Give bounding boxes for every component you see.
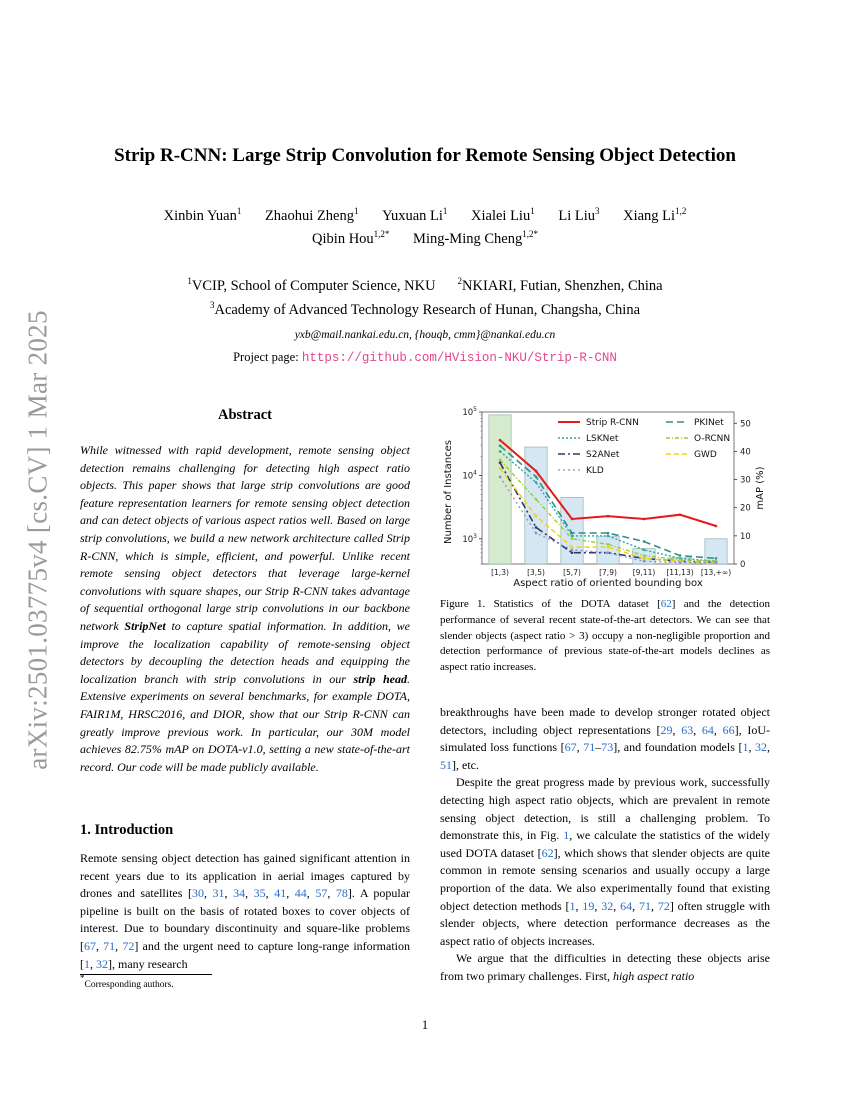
- arxiv-id: arXiv:2501.03775v4 [cs.CV] 1 Mar 2025: [22, 310, 53, 770]
- author-name: Ming-Ming Cheng$^{1,2*}$: [413, 229, 538, 247]
- citation-link[interactable]: 51: [440, 757, 452, 772]
- citation-link[interactable]: 57: [315, 886, 328, 901]
- series-point: [535, 498, 538, 501]
- citation-link[interactable]: 34: [233, 886, 246, 901]
- project-link[interactable]: https://github.com/HVision-NKU/Strip-R-CNN: [301, 351, 617, 365]
- citation-link[interactable]: 72: [122, 938, 135, 953]
- series-point: [535, 532, 538, 535]
- series-point: [643, 540, 646, 543]
- x-tick-label: [1,3): [491, 568, 509, 577]
- series-point: [715, 561, 718, 564]
- series-point: [571, 518, 574, 521]
- y-left-tick-label: $10^3$: [462, 532, 477, 545]
- x-tick-label: [7,9): [599, 568, 617, 577]
- series-point: [607, 546, 610, 549]
- series-point: [535, 481, 538, 484]
- series-point: [535, 470, 538, 473]
- figure-reference-link[interactable]: 1: [563, 828, 570, 843]
- legend-label: PKINet: [694, 418, 724, 428]
- abstract-heading: Abstract: [218, 407, 272, 423]
- citation-link[interactable]: 41: [274, 886, 287, 901]
- citation-link[interactable]: 67: [84, 938, 96, 953]
- series-point: [679, 513, 682, 516]
- series-point: [571, 549, 574, 552]
- paragraph: We argue that the difficulties in detecting these objects arise from two primary challenges. First, high aspect ratio: [440, 951, 770, 983]
- citation-link[interactable]: 71: [103, 938, 116, 953]
- figure-1-caption: Figure 1. Statistics of the DOTA dataset [62] and the detection performance of several recent state-of-the-art detectors. We can see that slender objects (aspect ratio > 3) occupy a non-negligible proportion and detection performance of previous state-of-the-art models declines as aspect ratio increases.: [440, 598, 770, 674]
- series-point: [571, 535, 574, 538]
- citation-link[interactable]: 1: [84, 956, 90, 971]
- series-point: [715, 557, 718, 560]
- y-left-axis-label: Number of Instances: [443, 440, 454, 544]
- citation-link[interactable]: 71: [638, 898, 651, 913]
- y-right-axis-label: mAP (%): [755, 466, 766, 510]
- citation-link[interactable]: 78: [335, 886, 348, 901]
- author-name: Xinbin Yuan$^1$: [163, 206, 242, 224]
- x-tick-label: [9,11): [632, 568, 656, 577]
- series-point: [607, 551, 610, 554]
- x-tick-label: [11,13): [666, 568, 694, 577]
- y-left-tick-label: $10^5$: [462, 406, 477, 418]
- paper-title: Strip R-CNN: Large Strip Convolution for Remote Sensing Object Detection: [114, 145, 736, 166]
- chart-legend: [558, 418, 730, 476]
- citation-link[interactable]: 35: [253, 886, 266, 901]
- citation-link[interactable]: 63: [681, 722, 694, 737]
- citation-link[interactable]: 31: [212, 886, 225, 901]
- legend-label: O-RCNN: [694, 434, 731, 444]
- series-point: [499, 475, 502, 478]
- paragraph: breakthroughs have been made to develop stronger rotated object detectors, including object representations [29, 63, 64, 66], IoU-simulated loss functions [67, 71–73], and foundation models [1, 32, 51], etc.: [440, 705, 770, 772]
- citation-link[interactable]: 62: [660, 598, 672, 610]
- citation-link[interactable]: 66: [722, 722, 735, 737]
- series-point: [643, 549, 646, 552]
- y-right-tick-label: 30: [740, 475, 751, 486]
- citation-link[interactable]: 71: [583, 740, 596, 755]
- citation-link[interactable]: 29: [660, 722, 673, 737]
- x-axis-label: Aspect ratio of oriented bounding box: [513, 578, 703, 589]
- author-line-1: [0, 208, 850, 225]
- bar: [489, 415, 511, 564]
- series-point: [535, 526, 538, 529]
- citation-link[interactable]: 32: [755, 740, 767, 755]
- citation-link[interactable]: 30: [191, 886, 204, 901]
- y-left-tick-label: $10^4$: [462, 469, 477, 482]
- series-point: [643, 560, 646, 563]
- author-name: Xiang Li$^{1,2}$: [623, 206, 687, 224]
- series-point: [571, 546, 574, 549]
- series-point: [499, 459, 502, 462]
- series-point: [499, 439, 502, 442]
- series-point: [535, 515, 538, 518]
- series-point: [499, 450, 502, 453]
- citation-link[interactable]: 64: [620, 898, 633, 913]
- series-point: [607, 532, 610, 535]
- author-emails: yxb@mail.nankai.edu.cn, {houqb, cmm}@nankai.edu.cn: [294, 329, 556, 341]
- affiliation-line-1: $^1$VCIP, School of Computer Science, NKU $^2$NKIARI, Futian, Shenzhen, China: [187, 276, 663, 294]
- introduction-body: Remote sensing object detection has gained significant attention in recent years due to its application in aerial images captured by drones and satellites [30, 31, 34, 35, 41, 44, 57, 78]. A popular pipeline is built on the basis of rotated boxes to cover objects of interest. Due to boundary discontinuity and square-like problems [67, 71, 72] and the urgent need to capture long-range information [1, 32], many research: [80, 851, 411, 971]
- author-name: Qibin Hou$^{1,2*}$: [312, 229, 390, 247]
- x-tick-label: [3,5): [527, 568, 545, 577]
- series-point: [643, 557, 646, 560]
- series-point: [679, 561, 682, 564]
- citation-link[interactable]: 32: [601, 898, 614, 913]
- series-point: [571, 537, 574, 540]
- series-point: [679, 554, 682, 557]
- legend-label: Strip R-CNN: [586, 418, 639, 428]
- citation-link[interactable]: 19: [582, 898, 595, 913]
- series-point: [499, 444, 502, 447]
- series-point: [499, 461, 502, 464]
- series-point: [643, 554, 646, 557]
- author-name: Yuxuan Li$^1$: [382, 206, 448, 224]
- abstract-body: While witnessed with rapid development, remote sensing object detection remains challenging for detecting high aspect ratio objects. This paper shows that large strip convolutions are good feature representation learners for remote sensing object detection and can detect objects of various aspect ratios well. Based on large strip convolutions, we build a new network architecture called Strip R-CNN, which is simple, efficient, and powerful. Unlike recent remote sensing object detectors that leverage large-kernel convolutions with square shapes, our Strip R-CNN takes advantage of sequential orthogonal large strip convolutions in our backbone network StripNet to capture spatial information. In addition, we improve the localization capability of remote-sensing object detectors by decoupling the detection heads and equipping the localization branch with strip convolutions in our strip head. Extensive experiments on several benchmarks, for example DOTA, FAIR1M, HRSC2016, and DIOR, show that our Strip R-CNN can greatly improve previous work. In particular, our 30M model achieves 82.75% mAP on DOTA-v1.0, setting a new state-of-the-art record. Our code will be made publicly available.: [80, 443, 410, 774]
- series-point: [535, 475, 538, 478]
- citation-link[interactable]: 1: [569, 898, 576, 913]
- legend-label: S2ANet: [586, 450, 620, 460]
- project-label: Project page:: [233, 350, 299, 364]
- series-point: [607, 543, 610, 546]
- author-name: Li Liu$^3$: [558, 206, 600, 224]
- legend-label: LSKNet: [586, 434, 619, 444]
- citation-link[interactable]: 67: [564, 740, 577, 755]
- right-column-body: [440, 704, 770, 986]
- series-point: [715, 525, 718, 528]
- y-right-tick-label: 50: [740, 419, 751, 430]
- author-name: Xialei Liu$^1$: [471, 206, 535, 224]
- series-point: [571, 551, 574, 554]
- page-number: 1: [421, 1018, 429, 1032]
- citation-link[interactable]: 44: [294, 886, 307, 901]
- y-right-tick-label: 40: [740, 447, 751, 458]
- author-line-2: [0, 231, 850, 248]
- y-right-tick-label: 10: [740, 531, 751, 542]
- series-point: [643, 518, 646, 521]
- series-point: [607, 535, 610, 538]
- x-tick-label: [5,7): [563, 568, 581, 577]
- x-tick-label: [13,+∞): [700, 568, 732, 577]
- footnote-rule: [80, 974, 212, 975]
- citation-link[interactable]: 62: [541, 845, 554, 860]
- y-right-tick-label: 0: [740, 560, 746, 570]
- citation-link[interactable]: 73: [601, 740, 614, 755]
- section-heading-introduction: 1. Introduction: [80, 822, 174, 838]
- author-name: Zhaohui Zheng$^1$: [264, 206, 359, 224]
- series-point: [499, 467, 502, 470]
- bar: [597, 536, 619, 564]
- footnote: *Corresponding authors.: [80, 973, 174, 990]
- arxiv-sidebar-stamp: [16, 300, 60, 780]
- y-right-tick-label: 20: [740, 503, 751, 514]
- legend-label: KLD: [586, 466, 604, 476]
- series-point: [607, 515, 610, 518]
- paragraph: Despite the great progress made by previous work, successfully detecting high aspect ratio objects, which are prevalent in remote sensing object detection, is still a challenging problem. To demonstrate this, in Fig. 1, we calculate the statistics of the widely used DOTA dataset [62], which shows that slender objects are quite common in remote sensing scenarios and usually occupy a large proportion of the data. We also experimentally found that existing object detection methods [1, 19, 32, 64, 71, 72] often struggle with slender objects, where detection performance decreases as the aspect ratio of objects increases.: [440, 775, 771, 948]
- citation-link[interactable]: 32: [96, 956, 108, 971]
- legend-label: GWD: [694, 450, 717, 460]
- citation-link[interactable]: 1: [742, 740, 749, 755]
- project-page: [0, 350, 850, 365]
- citation-link[interactable]: 64: [701, 722, 714, 737]
- affiliation-line-2: $^3$Academy of Advanced Technology Research of Hunan, Changsha, China: [209, 300, 641, 318]
- citation-link[interactable]: 72: [657, 898, 670, 913]
- figure-1-chart: [436, 404, 772, 589]
